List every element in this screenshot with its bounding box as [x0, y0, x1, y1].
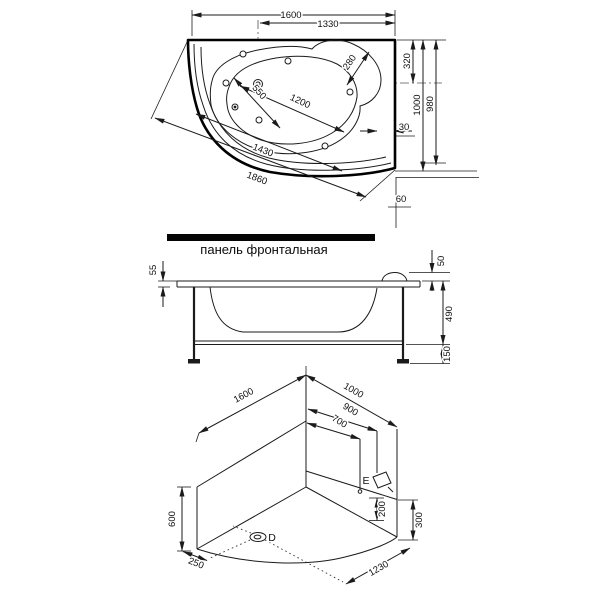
top-dim-1000: 1000 — [412, 94, 423, 116]
left-panel-top-edge — [197, 421, 306, 487]
iso-dim-200: 200 — [377, 501, 388, 517]
top-dim-550: 550 — [249, 82, 269, 102]
top-dim-60: 60 — [395, 194, 407, 205]
top-view — [151, 10, 479, 228]
top-dim-30: 30 — [398, 122, 410, 133]
electric-label: E — [362, 475, 370, 487]
top-dim-280: 280 — [340, 52, 360, 73]
front-panel-label: панель фронтальная — [200, 242, 328, 257]
top-dim-1860: 1860 — [245, 169, 269, 188]
iso-dim-1600: 1600 — [231, 385, 256, 406]
iso-dim-1230: 1230 — [366, 558, 391, 579]
electric-box — [373, 472, 391, 488]
top-dim-1600: 1600 — [280, 10, 302, 21]
headrest-profile — [382, 273, 407, 282]
front-view — [148, 234, 455, 364]
basin-profile — [210, 287, 377, 332]
top-dim-320: 320 — [402, 53, 413, 69]
top-dim-1430: 1430 — [251, 141, 275, 160]
iso-dim-300: 300 — [414, 512, 425, 528]
front-panel-bar — [167, 234, 375, 241]
iso-dim-1000: 1000 — [341, 380, 366, 401]
left-foot — [188, 359, 200, 364]
top-dim-1330: 1330 — [317, 19, 339, 30]
iso-dim-600: 600 — [167, 511, 178, 527]
iso-dim-700: 700 — [329, 413, 349, 431]
panel-footprint-arc — [197, 537, 397, 563]
tub-rim-side — [177, 281, 420, 287]
right-panel-top-edge — [306, 471, 397, 500]
top-dim-980: 980 — [425, 96, 436, 112]
electric-connection-point — [358, 490, 362, 494]
front-dim-55: 55 — [148, 264, 159, 276]
iso-dim-900: 900 — [340, 401, 360, 419]
front-dim-490: 490 — [444, 306, 455, 322]
iso-view — [167, 366, 425, 584]
top-dim-1200: 1200 — [288, 92, 312, 112]
iso-dim-250: 250 — [186, 555, 206, 572]
right-foot — [397, 359, 409, 364]
front-dim-50: 50 — [436, 255, 447, 267]
drain-label: D — [268, 532, 276, 544]
front-dim-150: 150 — [442, 346, 453, 362]
